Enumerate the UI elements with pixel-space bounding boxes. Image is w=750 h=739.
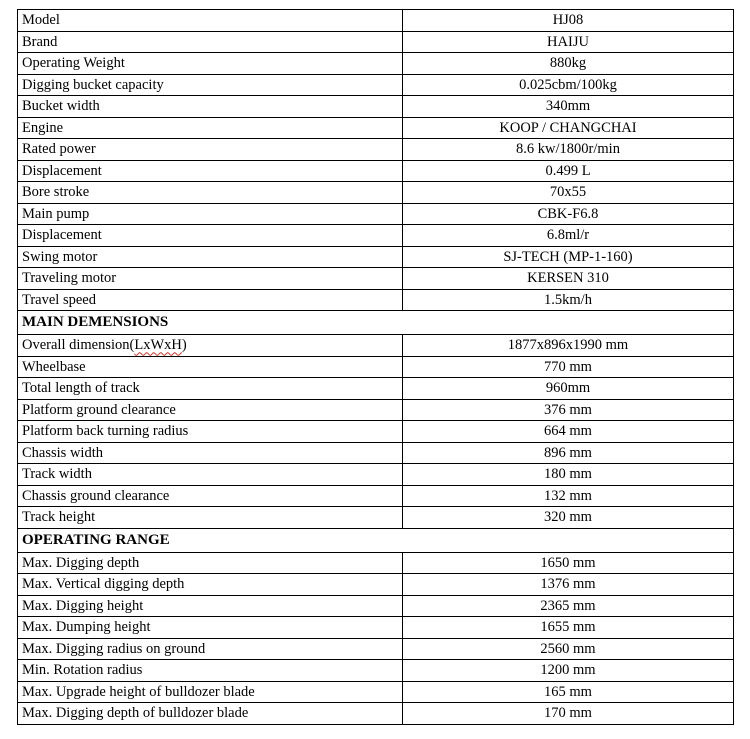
spec-label: Max. Dumping height [18, 617, 403, 639]
section-heading-operating-range: OPERATING RANGE [18, 528, 734, 552]
spec-value: 376 mm [403, 399, 734, 421]
section-heading-row [18, 311, 734, 335]
spec-label: Engine [18, 117, 403, 139]
spec-label: Displacement [18, 160, 403, 182]
spec-value: 320 mm [403, 507, 734, 529]
spec-value: 1650 mm [403, 552, 734, 574]
table-row [18, 485, 734, 507]
table-row [18, 203, 734, 225]
table-row [18, 117, 734, 139]
table-row [18, 335, 734, 357]
spec-label: Main pump [18, 203, 403, 225]
spec-label: Max. Digging height [18, 595, 403, 617]
spec-value: 170 mm [403, 703, 734, 725]
spec-value: 0.499 L [403, 160, 734, 182]
spec-value: 0.025cbm/100kg [403, 74, 734, 96]
table-row [18, 442, 734, 464]
table-row [18, 703, 734, 725]
table-row [18, 74, 734, 96]
spec-value: HAIJU [403, 31, 734, 53]
spec-value: CBK-F6.8 [403, 203, 734, 225]
spec-value: HJ08 [403, 10, 734, 32]
table-row [18, 681, 734, 703]
table-row [18, 617, 734, 639]
table-row [18, 31, 734, 53]
spec-table-body [18, 10, 734, 725]
spec-label: Bucket width [18, 96, 403, 118]
table-row [18, 638, 734, 660]
spec-label: Wheelbase [18, 356, 403, 378]
table-row [18, 246, 734, 268]
spec-label: Platform back turning radius [18, 421, 403, 443]
spec-value: 340mm [403, 96, 734, 118]
spec-value: 1655 mm [403, 617, 734, 639]
table-row [18, 225, 734, 247]
spec-label: Platform ground clearance [18, 399, 403, 421]
spec-value: 8.6 kw/1800r/min [403, 139, 734, 161]
spec-table [17, 9, 734, 725]
spec-value: 70x55 [403, 182, 734, 204]
table-row [18, 356, 734, 378]
spec-label: Track width [18, 464, 403, 486]
spec-value: 180 mm [403, 464, 734, 486]
spec-value: 1877x896x1990 mm [403, 335, 734, 357]
table-row [18, 574, 734, 596]
overall-label-prefix: Overall dimension( [22, 337, 135, 354]
overall-label-suffix: ) [181, 337, 187, 354]
spec-label: Max. Vertical digging depth [18, 574, 403, 596]
spec-label: Chassis ground clearance [18, 485, 403, 507]
spec-label: Max. Digging depth [18, 552, 403, 574]
spellcheck-squiggle: LxWxH [134, 337, 182, 354]
spec-label [18, 335, 403, 357]
table-row [18, 399, 734, 421]
spec-label: Traveling motor [18, 268, 403, 290]
spec-label: Digging bucket capacity [18, 74, 403, 96]
table-row [18, 421, 734, 443]
spec-value: KERSEN 310 [403, 268, 734, 290]
spec-value: SJ-TECH (MP-1-160) [403, 246, 734, 268]
spec-value: 2560 mm [403, 638, 734, 660]
table-row [18, 660, 734, 682]
spec-label: Displacement [18, 225, 403, 247]
spec-value: 770 mm [403, 356, 734, 378]
spec-value: 132 mm [403, 485, 734, 507]
table-row [18, 139, 734, 161]
table-row [18, 96, 734, 118]
spec-value: 1376 mm [403, 574, 734, 596]
spec-value: KOOP / CHANGCHAI [403, 117, 734, 139]
spec-label: Max. Upgrade height of bulldozer blade [18, 681, 403, 703]
table-row [18, 378, 734, 400]
table-row [18, 268, 734, 290]
spec-value: 2365 mm [403, 595, 734, 617]
table-row [18, 595, 734, 617]
spec-value: 165 mm [403, 681, 734, 703]
spec-label: Min. Rotation radius [18, 660, 403, 682]
table-row [18, 10, 734, 32]
spec-label: Max. Digging radius on ground [18, 638, 403, 660]
section-heading-row [18, 528, 734, 552]
spec-label: Operating Weight [18, 53, 403, 75]
spec-label: Brand [18, 31, 403, 53]
spec-label: Chassis width [18, 442, 403, 464]
spec-value: 1200 mm [403, 660, 734, 682]
spec-label: Travel speed [18, 289, 403, 311]
spec-label: Track height [18, 507, 403, 529]
spec-label: Max. Digging depth of bulldozer blade [18, 703, 403, 725]
spec-value: 664 mm [403, 421, 734, 443]
spec-value: 896 mm [403, 442, 734, 464]
spec-label: Model [18, 10, 403, 32]
table-row [18, 160, 734, 182]
spec-label: Rated power [18, 139, 403, 161]
table-row [18, 289, 734, 311]
section-heading-main-dimensions: MAIN DEMENSIONS [18, 311, 734, 335]
spec-label: Total length of track [18, 378, 403, 400]
table-row [18, 464, 734, 486]
spec-label: Swing motor [18, 246, 403, 268]
spec-label: Bore stroke [18, 182, 403, 204]
table-row [18, 53, 734, 75]
spec-value: 6.8ml/r [403, 225, 734, 247]
spec-value: 1.5km/h [403, 289, 734, 311]
table-row [18, 182, 734, 204]
table-row [18, 552, 734, 574]
table-row [18, 507, 734, 529]
spec-value: 880kg [403, 53, 734, 75]
spec-value: 960mm [403, 378, 734, 400]
